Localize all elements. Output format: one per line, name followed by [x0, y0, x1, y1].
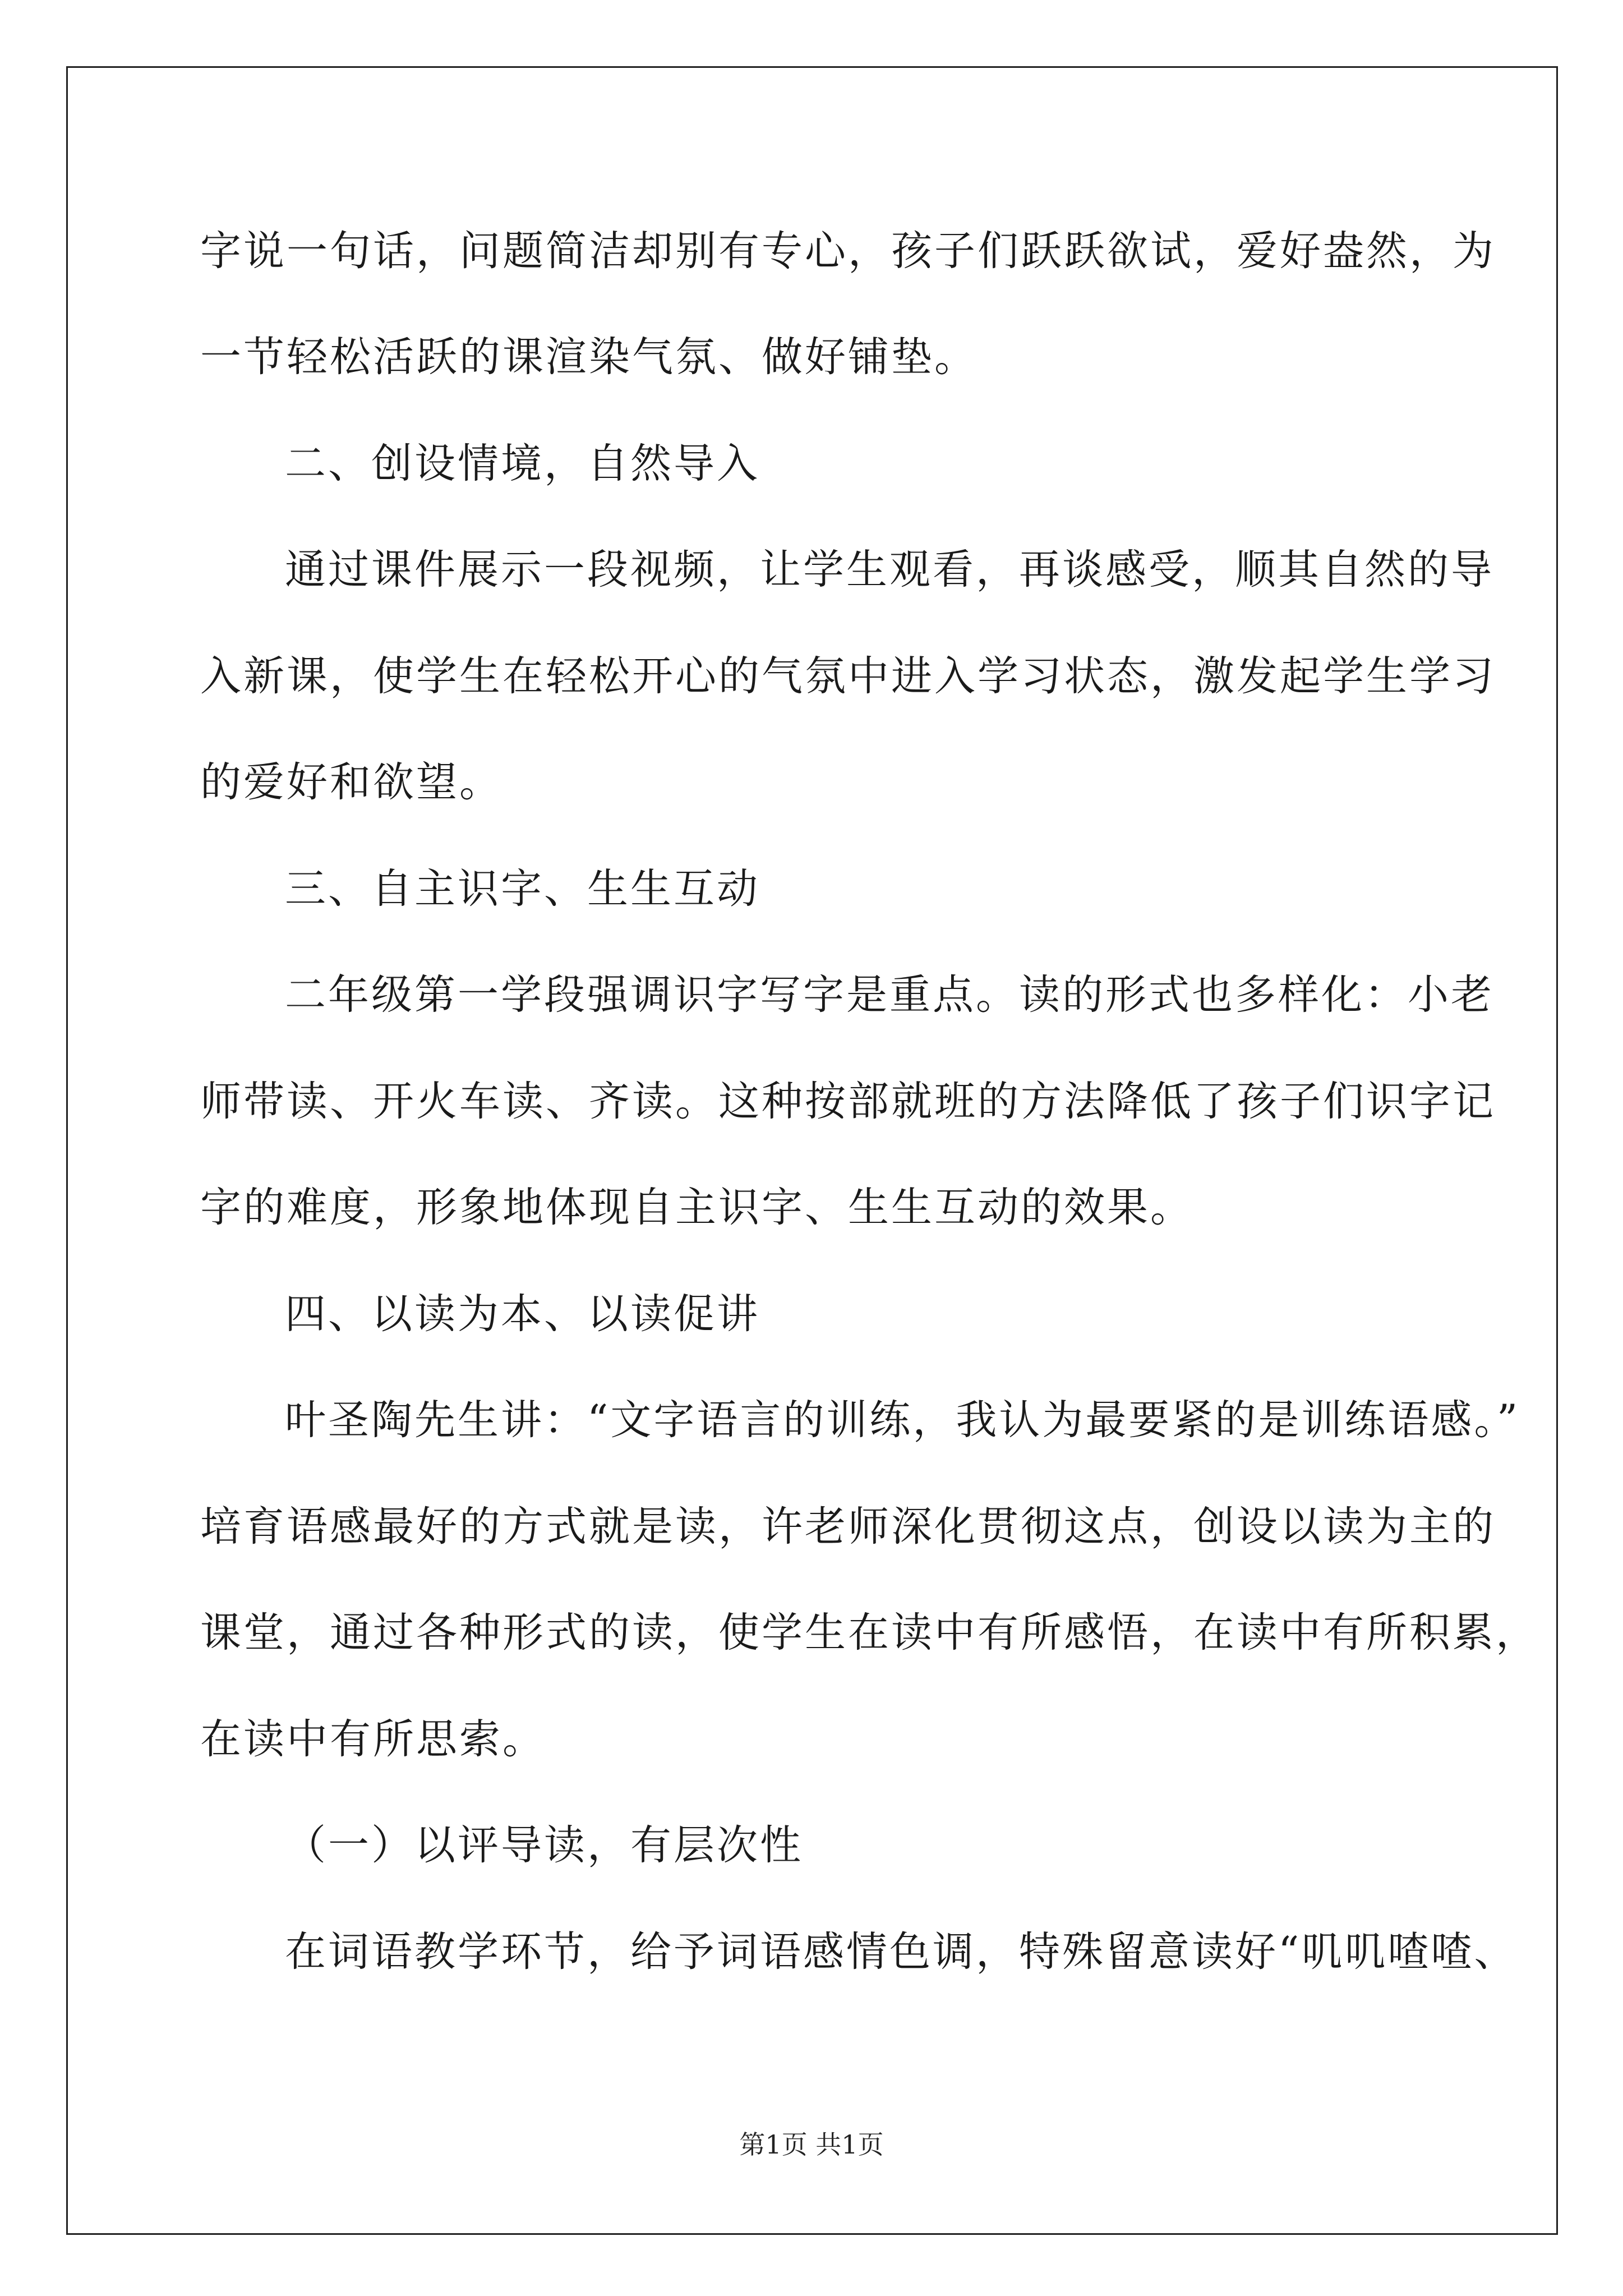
section-heading-3: 三、自主识字、生生互动	[285, 865, 760, 913]
body-line-13: 培育语感最好的方式就是读，许老师深化贯彻这点，创设以读为主的	[200, 1503, 1496, 1550]
section-heading-2: 二、创设情境，自然导入	[285, 440, 760, 487]
body-line-12: 叶圣陶先生讲：“文字语言的训练，我认为最要紧的是训练语感。”	[285, 1396, 1520, 1444]
body-line-5: 入新课，使学生在轻松开心的气氛中进入学习状态，激发起学生学习	[200, 652, 1496, 700]
body-line-10: 字的难度，形象地体现自主识字、生生互动的效果。	[200, 1184, 1193, 1231]
body-line-1: 字说一句话，问题简洁却别有专心，孩子们跃跃欲试，爱好盎然，为	[200, 227, 1496, 275]
subsection-heading-1: （一）以评导读，有层次性	[285, 1821, 803, 1869]
body-line-8: 二年级第一学段强调识字写字是重点。读的形式也多样化：小老	[285, 971, 1494, 1019]
section-heading-4: 四、以读为本、以读促讲	[285, 1290, 760, 1338]
page-footer: 第1页 共1页	[739, 2129, 884, 2160]
body-line-4: 通过课件展示一段视频，让学生观看，再谈感受，顺其自然的导	[285, 546, 1494, 593]
body-line-15: 在读中有所思索。	[200, 1715, 546, 1763]
body-line-6: 的爱好和欲望。	[200, 758, 502, 806]
body-line-2: 一节轻松活跃的课渲染气氛、做好铺垫。	[200, 333, 978, 381]
body-line-9: 师带读、开火车读、齐读。这种按部就班的方法降低了孩子们识字记	[200, 1078, 1496, 1125]
body-line-17: 在词语教学环节，给予词语感情色调，特殊留意读好“叽叽喳喳、	[285, 1928, 1518, 1976]
body-line-14: 课堂，通过各种形式的读，使学生在读中有所感悟，在读中有所积累，	[200, 1609, 1539, 1657]
page-border	[66, 66, 1558, 2235]
